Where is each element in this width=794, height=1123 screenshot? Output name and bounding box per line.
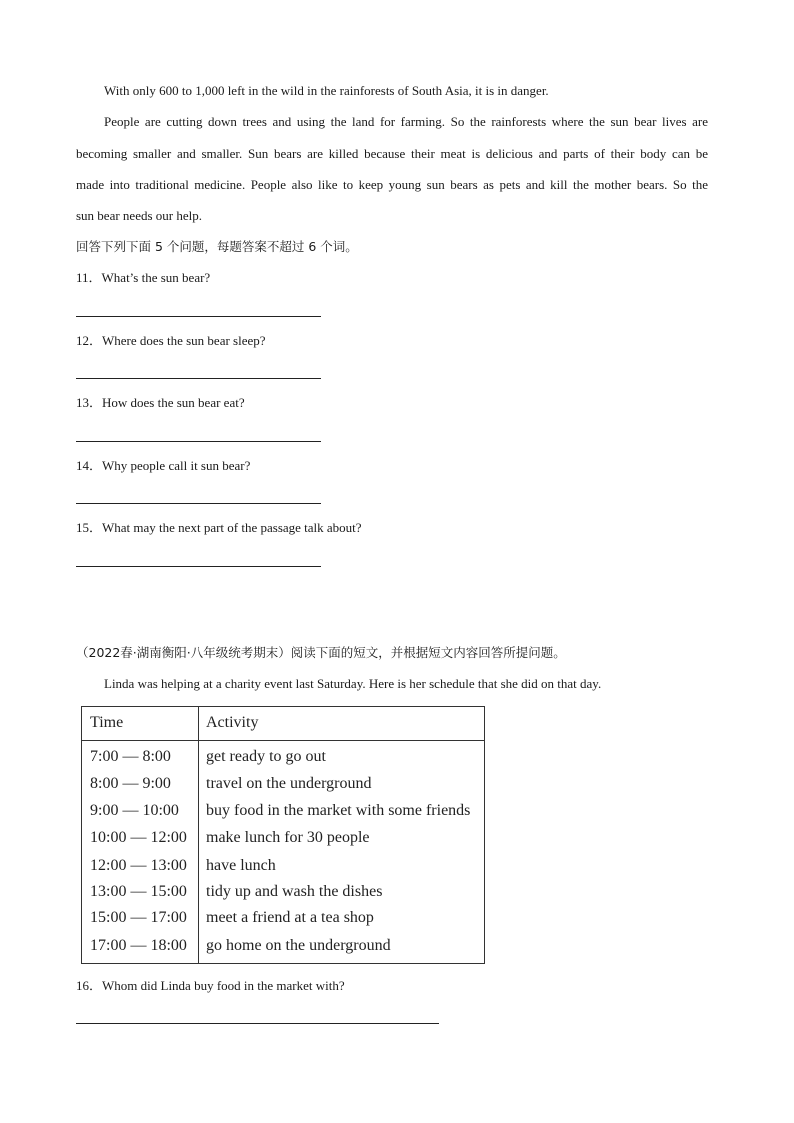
section-source: （2022春·湖南衡阳·八年级统考期末）阅读下面的短文，并根据短文内容回答所提问题。 <box>76 645 566 660</box>
question-text: How does the sun bear eat? <box>102 395 245 410</box>
answer-line-15[interactable] <box>76 566 321 567</box>
row-time: 9:00 — 10:00 <box>90 802 179 819</box>
question-15 <box>76 519 716 537</box>
passage-line-2: People are cutting down trees and using the land for farming. So the rainforests where the sun bear lives are <box>104 114 708 129</box>
passage-line-4: made into traditional medicine. People also like to keep young sun bears as pets and kill the mother bears. So the <box>76 177 708 192</box>
row-time: 7:00 — 8:00 <box>90 748 171 765</box>
answer-line-13[interactable] <box>76 441 321 442</box>
answer-line-12[interactable] <box>76 378 321 379</box>
passage-line-1: With only 600 to 1,000 left in the wild in the rainforests of South Asia, it is in danger. <box>104 83 549 98</box>
question-text: Whom did Linda buy food in the market with? <box>102 978 345 993</box>
row-activity: travel on the underground <box>206 775 372 792</box>
question-text: Where does the sun bear sleep? <box>102 333 266 348</box>
instruction-text: 回答下列下面 5 个问题，每题答案不超过 6 个词。 <box>76 239 358 254</box>
header-time: Time <box>90 714 124 731</box>
question-13 <box>76 394 716 412</box>
row-activity: meet a friend at a tea shop <box>206 909 374 926</box>
question-text: What’s the sun bear? <box>101 270 211 285</box>
question-number: 13． <box>76 395 103 410</box>
row-activity: tidy up and wash the dishes <box>206 883 383 900</box>
question-number: 14． <box>76 458 103 473</box>
question-14 <box>76 457 716 475</box>
question-16 <box>76 977 716 995</box>
row-time: 10:00 — 12:00 <box>90 829 187 846</box>
row-activity: have lunch <box>206 857 276 874</box>
row-time: 12:00 — 13:00 <box>90 857 187 874</box>
header-divider <box>82 740 484 741</box>
question-number: 11． <box>76 270 102 285</box>
section-intro: Linda was helping at a charity event last Saturday. Here is her schedule that she did on that day. <box>104 676 602 691</box>
column-divider <box>198 707 199 963</box>
row-activity: get ready to go out <box>206 748 326 765</box>
row-activity: buy food in the market with some friends <box>206 802 471 819</box>
question-12 <box>76 332 716 350</box>
passage-line-5: sun bear needs our help. <box>76 208 202 223</box>
question-number: 16． <box>76 978 103 993</box>
passage-line-3: becoming smaller and smaller. Sun bears are killed because their meat is delicious and parts of their body can be <box>76 146 708 161</box>
answer-line-11[interactable] <box>76 316 321 317</box>
row-time: 15:00 — 17:00 <box>90 909 187 926</box>
row-time: 13:00 — 15:00 <box>90 883 187 900</box>
row-time: 17:00 — 18:00 <box>90 937 187 954</box>
row-activity: go home on the underground <box>206 937 391 954</box>
header-activity: Activity <box>206 714 259 731</box>
schedule-table <box>81 706 485 964</box>
answer-line-16[interactable] <box>76 1023 439 1024</box>
question-text: Why people call it sun bear? <box>102 458 251 473</box>
question-11 <box>76 269 716 287</box>
answer-line-14[interactable] <box>76 503 321 504</box>
question-number: 12． <box>76 333 103 348</box>
row-time: 8:00 — 9:00 <box>90 775 171 792</box>
question-text: What may the next part of the passage talk about? <box>102 520 362 535</box>
question-number: 15． <box>76 520 103 535</box>
row-activity: make lunch for 30 people <box>206 829 370 846</box>
